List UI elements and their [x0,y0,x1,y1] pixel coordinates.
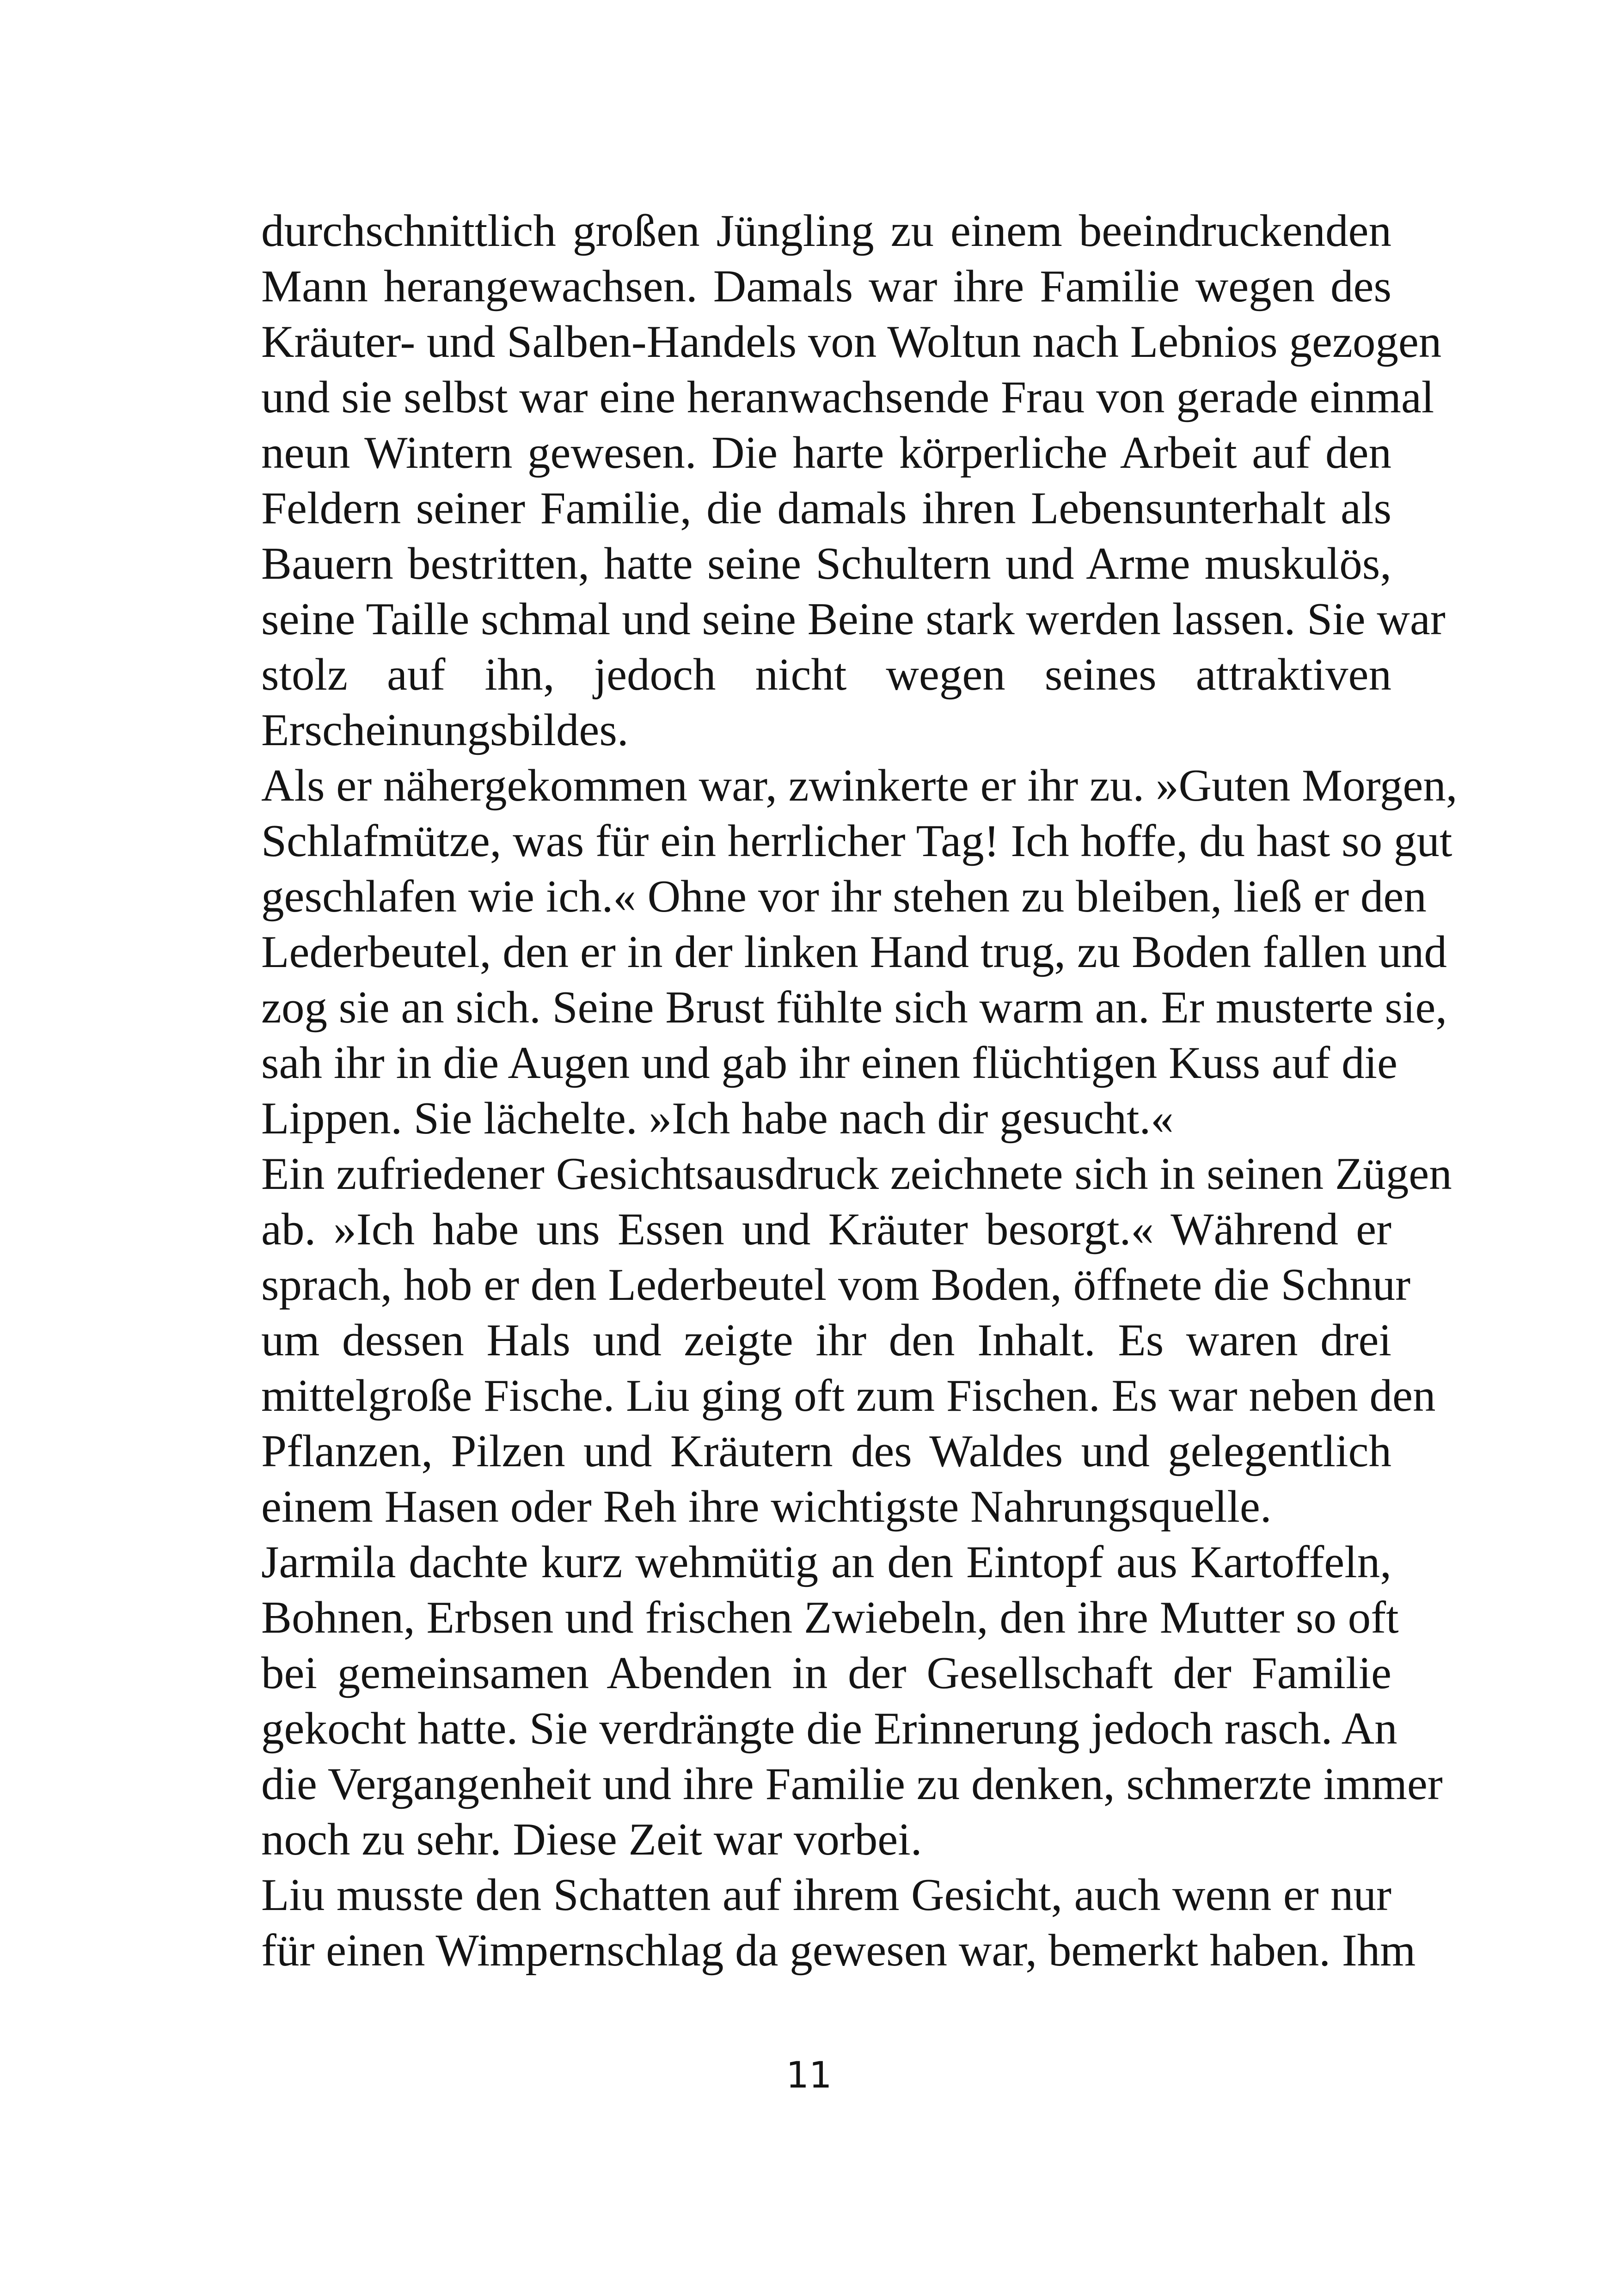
text-line: Lederbeutel, den er in der linken Hand trug, zu Boden fallen und [261,927,1447,977]
text-line: sah ihr in die Augen und gab ihr einen flüchtigen Kuss auf die [261,1038,1397,1088]
text-line: stolz auf ihn, jedoch nicht wegen seines attraktiven [261,649,1391,700]
text-line: seine Taille schmal und seine Beine stark werden lassen. Sie war [261,594,1446,644]
text-line: Liu musste den Schatten auf ihrem Gesicht, auch wenn er nur [261,1870,1391,1920]
text-line: sprach, hob er den Lederbeutel vom Boden, öffnete die Schnur [261,1260,1411,1310]
text-line: noch zu sehr. Diese Zeit war vorbei. [261,1814,922,1865]
body-text [261,203,1458,1978]
text-line: einem Hasen oder Reh ihre wichtigste Nahrungsquelle. [261,1482,1272,1532]
text-line: und sie selbst war eine heranwachsende Frau von gerade einmal [261,372,1434,422]
text-line: Bauern bestritten, hatte seine Schultern und Arme muskulös, [261,539,1391,589]
text-line: die Vergangenheit und ihre Familie zu denken, schmerzte immer [261,1759,1443,1809]
text-line: Mann herangewachsen. Damals war ihre Familie wegen des [261,261,1391,312]
text-line: bei gemeinsamen Abenden in der Gesellschaft der Familie [261,1648,1391,1698]
text-line: zog sie an sich. Seine Brust fühlte sich warm an. Er musterte sie, [261,982,1447,1033]
text-line: um dessen Hals und zeigte ihr den Inhalt. Es waren drei [261,1315,1391,1365]
text-line: Lippen. Sie lächelte. »Ich habe nach dir gesucht.« [261,1093,1174,1144]
text-line: mittelgroße Fische. Liu ging oft zum Fischen. Es war neben den [261,1371,1436,1421]
text-line: ab. »Ich habe uns Essen und Kräuter besorgt.« Während er [261,1204,1391,1255]
text-line: für einen Wimpernschlag da gewesen war, bemerkt haben. Ihm [261,1925,1416,1976]
text-line: neun Wintern gewesen. Die harte körperliche Arbeit auf den [261,428,1391,478]
text-line: geschlafen wie ich.« Ohne vor ihr stehen zu bleiben, ließ er den [261,871,1427,922]
text-line: Jarmila dachte kurz wehmütig an den Eintopf aus Kartoffeln, [261,1537,1391,1587]
text-line: Ein zufriedener Gesichtsausdruck zeichnete sich in seinen Zügen [261,1149,1452,1199]
text-line: Bohnen, Erbsen und frischen Zwiebeln, den ihre Mutter so oft [261,1592,1399,1643]
text-line: Feldern seiner Familie, die damals ihren Lebensunterhalt als [261,483,1391,533]
text-line: gekocht hatte. Sie verdrängte die Erinnerung jedoch rasch. An [261,1703,1397,1754]
text-line: durchschnittlich großen Jüngling zu einem beeindruckenden [261,206,1391,256]
text-line: Pflanzen, Pilzen und Kräutern des Waldes und gelegentlich [261,1426,1391,1476]
text-line: Erscheinungsbildes. [261,705,629,755]
text-line: Kräuter- und Salben-Handels von Woltun nach Lebnios gezogen [261,317,1442,367]
text-line: Schlafmütze, was für ein herrlicher Tag! Ich hoffe, du hast so gut [261,816,1453,866]
page-number: 11 [786,2055,832,2096]
text-line: Als er nähergekommen war, zwinkerte er ihr zu. »Guten Morgen, [261,760,1458,811]
